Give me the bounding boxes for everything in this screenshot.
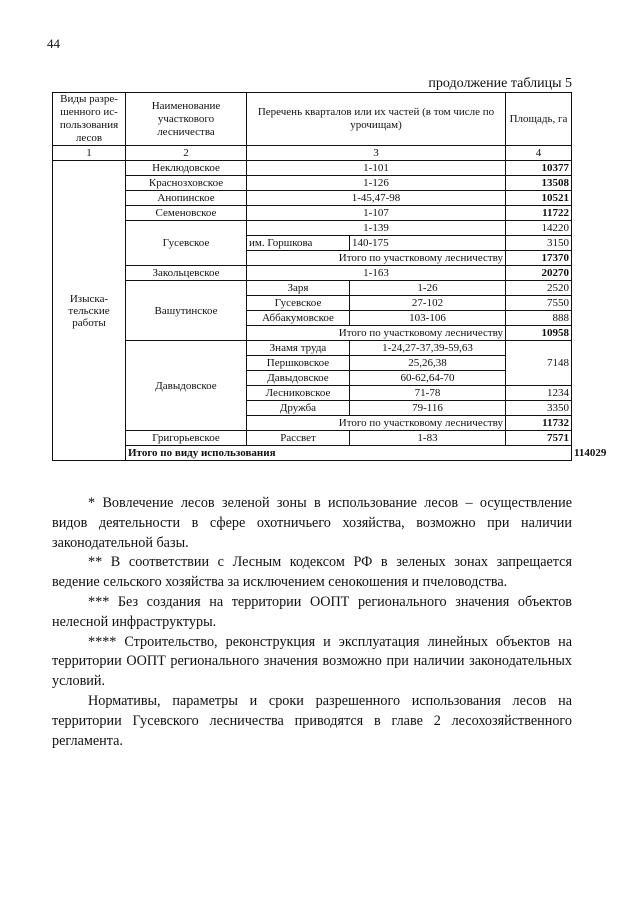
quarters-cell: 25,26,38 bbox=[350, 356, 506, 371]
tract-name: Заря bbox=[247, 281, 350, 296]
table-row bbox=[53, 341, 572, 356]
grand-total-label: Итого по виду использования bbox=[126, 446, 572, 461]
forestry-name: Краснозховское bbox=[126, 176, 247, 191]
subtotal-value: 10958 bbox=[506, 326, 572, 341]
table-row bbox=[53, 176, 572, 191]
area-cell: 20270 bbox=[506, 266, 572, 281]
area-cell: 13508 bbox=[506, 176, 572, 191]
forestry-name: Анопинское bbox=[126, 191, 247, 206]
page-number: 44 bbox=[47, 36, 60, 51]
table-row bbox=[53, 281, 572, 296]
forestry-name: Семеновское bbox=[126, 206, 247, 221]
area-cell: 7550 bbox=[506, 296, 572, 311]
forestry-name: Вашутинское bbox=[126, 281, 247, 341]
grand-total-row: Итого по виду использования 114029 bbox=[53, 446, 572, 461]
quarters-cell: 103-106 bbox=[350, 311, 506, 326]
table-row bbox=[53, 221, 572, 236]
footnote-3: *** Без создания на территории ООПТ регионального значения объектов нелесной инфраструктуры. bbox=[52, 593, 572, 630]
quarters-cell: 1-107 bbox=[247, 206, 506, 221]
forestry-name: Григорьевское bbox=[126, 431, 247, 446]
subtotal-value: 17370 bbox=[506, 251, 572, 266]
subtotal-value: 11732 bbox=[506, 416, 572, 431]
tract-name: Лесниковское bbox=[247, 386, 350, 401]
forestry-name: Гусевское bbox=[126, 221, 247, 266]
column-number-row bbox=[53, 146, 572, 161]
table-row bbox=[53, 206, 572, 221]
forestry-name: Закольцевское bbox=[126, 266, 247, 281]
footnote-1: * Вовлечение лесов зеленой зоны в использование лесов – осуществление видов деятельности в сфере охотничьего хозяйства, возможно при наличии законодательной базы. bbox=[52, 495, 572, 551]
quarters-cell: 1-126 bbox=[247, 176, 506, 191]
table-row bbox=[53, 191, 572, 206]
area-cell: 10521 bbox=[506, 191, 572, 206]
area-cell: 2520 bbox=[506, 281, 572, 296]
area-cell: 3350 bbox=[506, 401, 572, 416]
tract-name: Першковское bbox=[247, 356, 350, 371]
area-cell: 1234 bbox=[506, 386, 572, 401]
subtotal-label: Итого по участковому лесничеству bbox=[247, 416, 506, 431]
forest-use-table bbox=[52, 92, 607, 461]
quarters-cell: 27-102 bbox=[350, 296, 506, 311]
subtotal-label: Итого по участковому лесничеству bbox=[247, 326, 506, 341]
quarters-cell: 140-175 bbox=[350, 236, 506, 251]
col-number: 1 bbox=[53, 146, 126, 161]
table-row bbox=[53, 161, 572, 176]
kind-cell: Изыска-тельские работы bbox=[53, 161, 126, 461]
quarters-cell: 1-26 bbox=[350, 281, 506, 296]
header-forestry: Наименование участкового лесничества bbox=[126, 93, 247, 146]
col-number: 4 bbox=[506, 146, 572, 161]
tract-name: Гусевское bbox=[247, 296, 350, 311]
closing-paragraph: Нормативы, параметры и сроки разрешенного использования лесов на территории Гусевского лесничества приводятся в главе 2 лесохозяйственного регламента. bbox=[52, 692, 572, 749]
table-continuation-label: продолжение таблицы 5 bbox=[428, 76, 572, 91]
tract-name: Дружба bbox=[247, 401, 350, 416]
subtotal-label: Итого по участковому лесничеству bbox=[247, 251, 506, 266]
quarters-cell: 71-78 bbox=[350, 386, 506, 401]
tract-name: Знамя труда bbox=[247, 341, 350, 356]
quarters-cell: 60-62,64-70 bbox=[350, 371, 506, 386]
col-number: 3 bbox=[247, 146, 506, 161]
header-area: Площадь, га bbox=[506, 93, 572, 146]
tract-name: Давыдовское bbox=[247, 371, 350, 386]
area-cell: 888 bbox=[506, 311, 572, 326]
table-header-row bbox=[53, 93, 572, 146]
quarters-cell: 1-163 bbox=[247, 266, 506, 281]
quarters-cell: 79-116 bbox=[350, 401, 506, 416]
tract-name: им. Горшкова bbox=[247, 236, 350, 251]
quarters-cell: 1-101 bbox=[247, 161, 506, 176]
table-row bbox=[53, 431, 572, 446]
header-kind: Виды разре-шенного ис-пользования лесов bbox=[53, 93, 126, 146]
quarters-cell: 1-45,47-98 bbox=[247, 191, 506, 206]
forestry-name: Давыдовское bbox=[126, 341, 247, 431]
header-quarters: Перечень кварталов или их частей (в том числе по урочищам) bbox=[247, 93, 506, 146]
quarters-cell: 1-24,27-37,39-59,63 bbox=[350, 341, 506, 356]
col-number: 2 bbox=[126, 146, 247, 161]
footnote-4: **** Строительство, реконструкция и эксплуатация линейных объектов на территории ООПТ регионального значения возможно при наличии законодательных условий. bbox=[52, 633, 572, 690]
area-cell: 14220 bbox=[506, 221, 572, 236]
area-cell-merged: 7148 bbox=[506, 341, 572, 386]
tract-name: Аббакумовское bbox=[247, 311, 350, 326]
area-cell: 7571 bbox=[506, 431, 572, 446]
footnote-2: ** В соответствии с Лесным кодексом РФ в зеленых зонах запрещается ведение сельского хозяйства за исключением сенокошения и пчеловодства. bbox=[52, 554, 572, 591]
quarters-cell: 1-139 bbox=[247, 221, 506, 236]
area-cell: 10377 bbox=[506, 161, 572, 176]
forestry-name: Неклюдовское bbox=[126, 161, 247, 176]
area-cell: 11722 bbox=[506, 206, 572, 221]
tract-name: Рассвет bbox=[247, 431, 350, 446]
area-cell: 3150 bbox=[506, 236, 572, 251]
quarters-cell: 1-83 bbox=[350, 431, 506, 446]
table-row bbox=[53, 266, 572, 281]
footnotes bbox=[52, 494, 572, 751]
